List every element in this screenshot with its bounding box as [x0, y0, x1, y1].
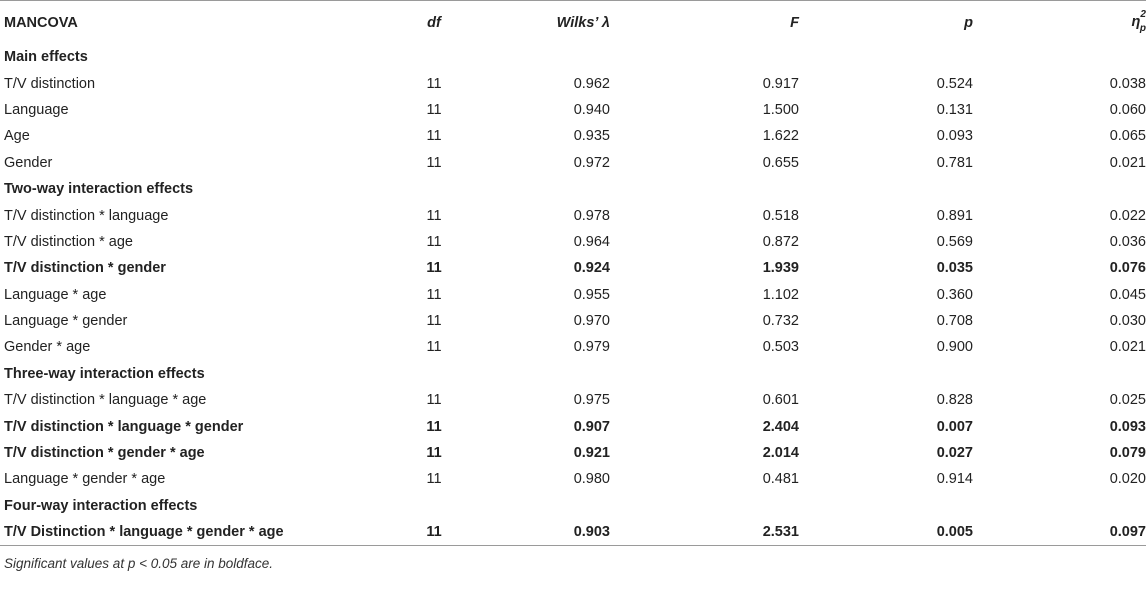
empty-cell — [474, 361, 610, 387]
effect-cell: T/V distinction * gender * age — [4, 445, 205, 462]
eta-cell: 0.021 — [1109, 154, 1146, 171]
empty-cell — [610, 44, 799, 70]
p-cell: 0.524 — [936, 75, 973, 92]
empty-cell — [610, 176, 799, 202]
p-cell: 0.027 — [936, 445, 973, 462]
empty-cell — [973, 44, 1146, 70]
section-header-row — [0, 361, 1146, 387]
empty-cell — [474, 493, 610, 519]
eta-cell: 0.076 — [1109, 260, 1146, 277]
header-wilks: Wilks’ λ — [556, 14, 610, 31]
df-cell: 11 — [426, 233, 442, 250]
empty-cell — [394, 44, 474, 70]
header-row — [0, 1, 1146, 44]
eta-cell: 0.079 — [1109, 445, 1146, 462]
effect-cell: T/V distinction * language * gender — [4, 418, 244, 435]
empty-cell — [799, 44, 973, 70]
empty-cell — [799, 493, 973, 519]
effect-cell: T/V distinction * gender — [4, 260, 166, 277]
table-row — [0, 123, 1146, 149]
df-cell: 11 — [426, 128, 442, 145]
p-cell: 0.914 — [936, 471, 973, 488]
header-df: df — [427, 14, 441, 31]
effect-cell: Language * gender * age — [4, 471, 166, 488]
f-cell: 0.917 — [762, 75, 799, 92]
section-title: Two-way interaction effects — [4, 181, 194, 198]
wilks-cell: 0.980 — [573, 471, 610, 488]
table-row — [0, 308, 1146, 334]
eta-cell: 0.093 — [1109, 418, 1146, 435]
p-cell: 0.708 — [936, 313, 973, 330]
eta-cell: 0.025 — [1109, 392, 1146, 409]
f-cell: 0.503 — [762, 339, 799, 356]
f-cell: 1.102 — [762, 286, 799, 303]
section-title: Four-way interaction effects — [4, 497, 198, 514]
header-f: F — [790, 14, 799, 31]
wilks-cell: 0.924 — [573, 260, 610, 277]
wilks-cell: 0.955 — [573, 286, 610, 303]
mancova-table — [0, 1, 1146, 545]
effect-cell: Language * age — [4, 286, 107, 303]
empty-cell — [973, 176, 1146, 202]
effect-cell: T/V Distinction * language * gender * age — [4, 524, 284, 541]
df-cell: 11 — [426, 207, 442, 224]
wilks-cell: 0.979 — [573, 339, 610, 356]
table-row — [0, 519, 1146, 545]
table-row — [0, 282, 1146, 308]
p-cell: 0.569 — [936, 233, 973, 250]
table-row — [0, 413, 1146, 439]
df-cell: 11 — [426, 154, 442, 171]
p-cell: 0.131 — [936, 101, 973, 118]
f-cell: 0.601 — [762, 392, 799, 409]
wilks-cell: 0.970 — [573, 313, 610, 330]
effect-cell: T/V distinction * age — [4, 233, 133, 250]
section-header-row — [0, 493, 1146, 519]
f-cell: 0.872 — [762, 233, 799, 250]
table-footnote: Significant values at p < 0.05 are in boldface. — [4, 556, 274, 572]
df-cell: 11 — [426, 101, 442, 118]
eta-superscript: 2 — [1140, 9, 1146, 21]
section-title: Main effects — [4, 49, 88, 66]
eta-cell: 0.060 — [1109, 101, 1146, 118]
table-body — [0, 44, 1146, 545]
empty-cell — [973, 361, 1146, 387]
wilks-cell: 0.921 — [573, 445, 610, 462]
wilks-cell: 0.907 — [573, 418, 610, 435]
wilks-cell: 0.940 — [573, 101, 610, 118]
wilks-cell: 0.962 — [573, 75, 610, 92]
eta-cell: 0.036 — [1109, 233, 1146, 250]
p-cell: 0.007 — [936, 418, 973, 435]
f-cell: 0.481 — [762, 471, 799, 488]
eta-cell: 0.038 — [1109, 75, 1146, 92]
p-cell: 0.360 — [936, 286, 973, 303]
df-cell: 11 — [426, 471, 442, 488]
f-cell: 0.655 — [762, 154, 799, 171]
header-mancova: MANCOVA — [4, 14, 78, 31]
table-row — [0, 229, 1146, 255]
f-cell: 1.500 — [762, 101, 799, 118]
eta-symbol: η — [1131, 13, 1141, 30]
empty-cell — [394, 361, 474, 387]
empty-cell — [610, 361, 799, 387]
section-header-row — [0, 44, 1146, 70]
wilks-cell: 0.978 — [573, 207, 610, 224]
f-cell: 1.939 — [762, 260, 799, 277]
f-cell: 2.404 — [762, 418, 799, 435]
p-cell: 0.828 — [936, 392, 973, 409]
wilks-cell: 0.964 — [573, 233, 610, 250]
empty-cell — [474, 176, 610, 202]
f-cell: 0.732 — [762, 313, 799, 330]
table-row — [0, 466, 1146, 492]
effect-cell: T/V distinction * language — [4, 207, 169, 224]
p-cell: 0.005 — [936, 524, 973, 541]
p-cell: 0.781 — [936, 154, 973, 171]
p-cell: 0.035 — [936, 260, 973, 277]
wilks-cell: 0.935 — [573, 128, 610, 145]
p-cell: 0.093 — [936, 128, 973, 145]
table-row — [0, 97, 1146, 123]
effect-cell: Age — [4, 128, 30, 145]
header-p: p — [964, 14, 973, 31]
df-cell: 11 — [426, 313, 442, 330]
empty-cell — [474, 44, 610, 70]
empty-cell — [799, 176, 973, 202]
eta-cell: 0.097 — [1109, 524, 1146, 541]
empty-cell — [610, 493, 799, 519]
effect-cell: Language — [4, 101, 69, 118]
table-row — [0, 202, 1146, 228]
df-cell: 11 — [426, 392, 442, 409]
f-cell: 0.518 — [762, 207, 799, 224]
table-row — [0, 70, 1146, 96]
table-row — [0, 255, 1146, 281]
effect-cell: Gender * age — [4, 339, 91, 356]
table-row — [0, 440, 1146, 466]
df-cell: 11 — [426, 286, 442, 303]
empty-cell — [394, 176, 474, 202]
df-cell: 11 — [426, 260, 442, 277]
eta-cell: 0.022 — [1109, 207, 1146, 224]
effect-cell: Gender — [4, 154, 53, 171]
effect-cell: T/V distinction — [4, 75, 96, 92]
table-row — [0, 334, 1146, 360]
header-eta — [973, 1, 1146, 44]
p-cell: 0.891 — [936, 207, 973, 224]
empty-cell — [799, 361, 973, 387]
eta-cell: 0.020 — [1109, 471, 1146, 488]
df-cell: 11 — [426, 339, 442, 356]
section-title: Three-way interaction effects — [4, 365, 205, 382]
empty-cell — [973, 493, 1146, 519]
p-cell: 0.900 — [936, 339, 973, 356]
section-header-row — [0, 176, 1146, 202]
wilks-cell: 0.975 — [573, 392, 610, 409]
eta-cell: 0.030 — [1109, 313, 1146, 330]
df-cell: 11 — [426, 418, 442, 435]
eta-subscript: p — [1139, 22, 1146, 34]
f-cell: 2.531 — [762, 524, 799, 541]
f-cell: 2.014 — [762, 445, 799, 462]
effect-cell: Language * gender — [4, 313, 128, 330]
eta-cell: 0.021 — [1109, 339, 1146, 356]
wilks-cell: 0.903 — [573, 524, 610, 541]
eta-cell: 0.045 — [1109, 286, 1146, 303]
df-cell: 11 — [426, 445, 442, 462]
df-cell: 11 — [426, 524, 442, 541]
empty-cell — [394, 493, 474, 519]
wilks-cell: 0.972 — [573, 154, 610, 171]
effect-cell: T/V distinction * language * age — [4, 392, 207, 409]
df-cell: 11 — [426, 75, 442, 92]
table-row — [0, 150, 1146, 176]
table-row — [0, 387, 1146, 413]
eta-cell: 0.065 — [1109, 128, 1146, 145]
f-cell: 1.622 — [762, 128, 799, 145]
